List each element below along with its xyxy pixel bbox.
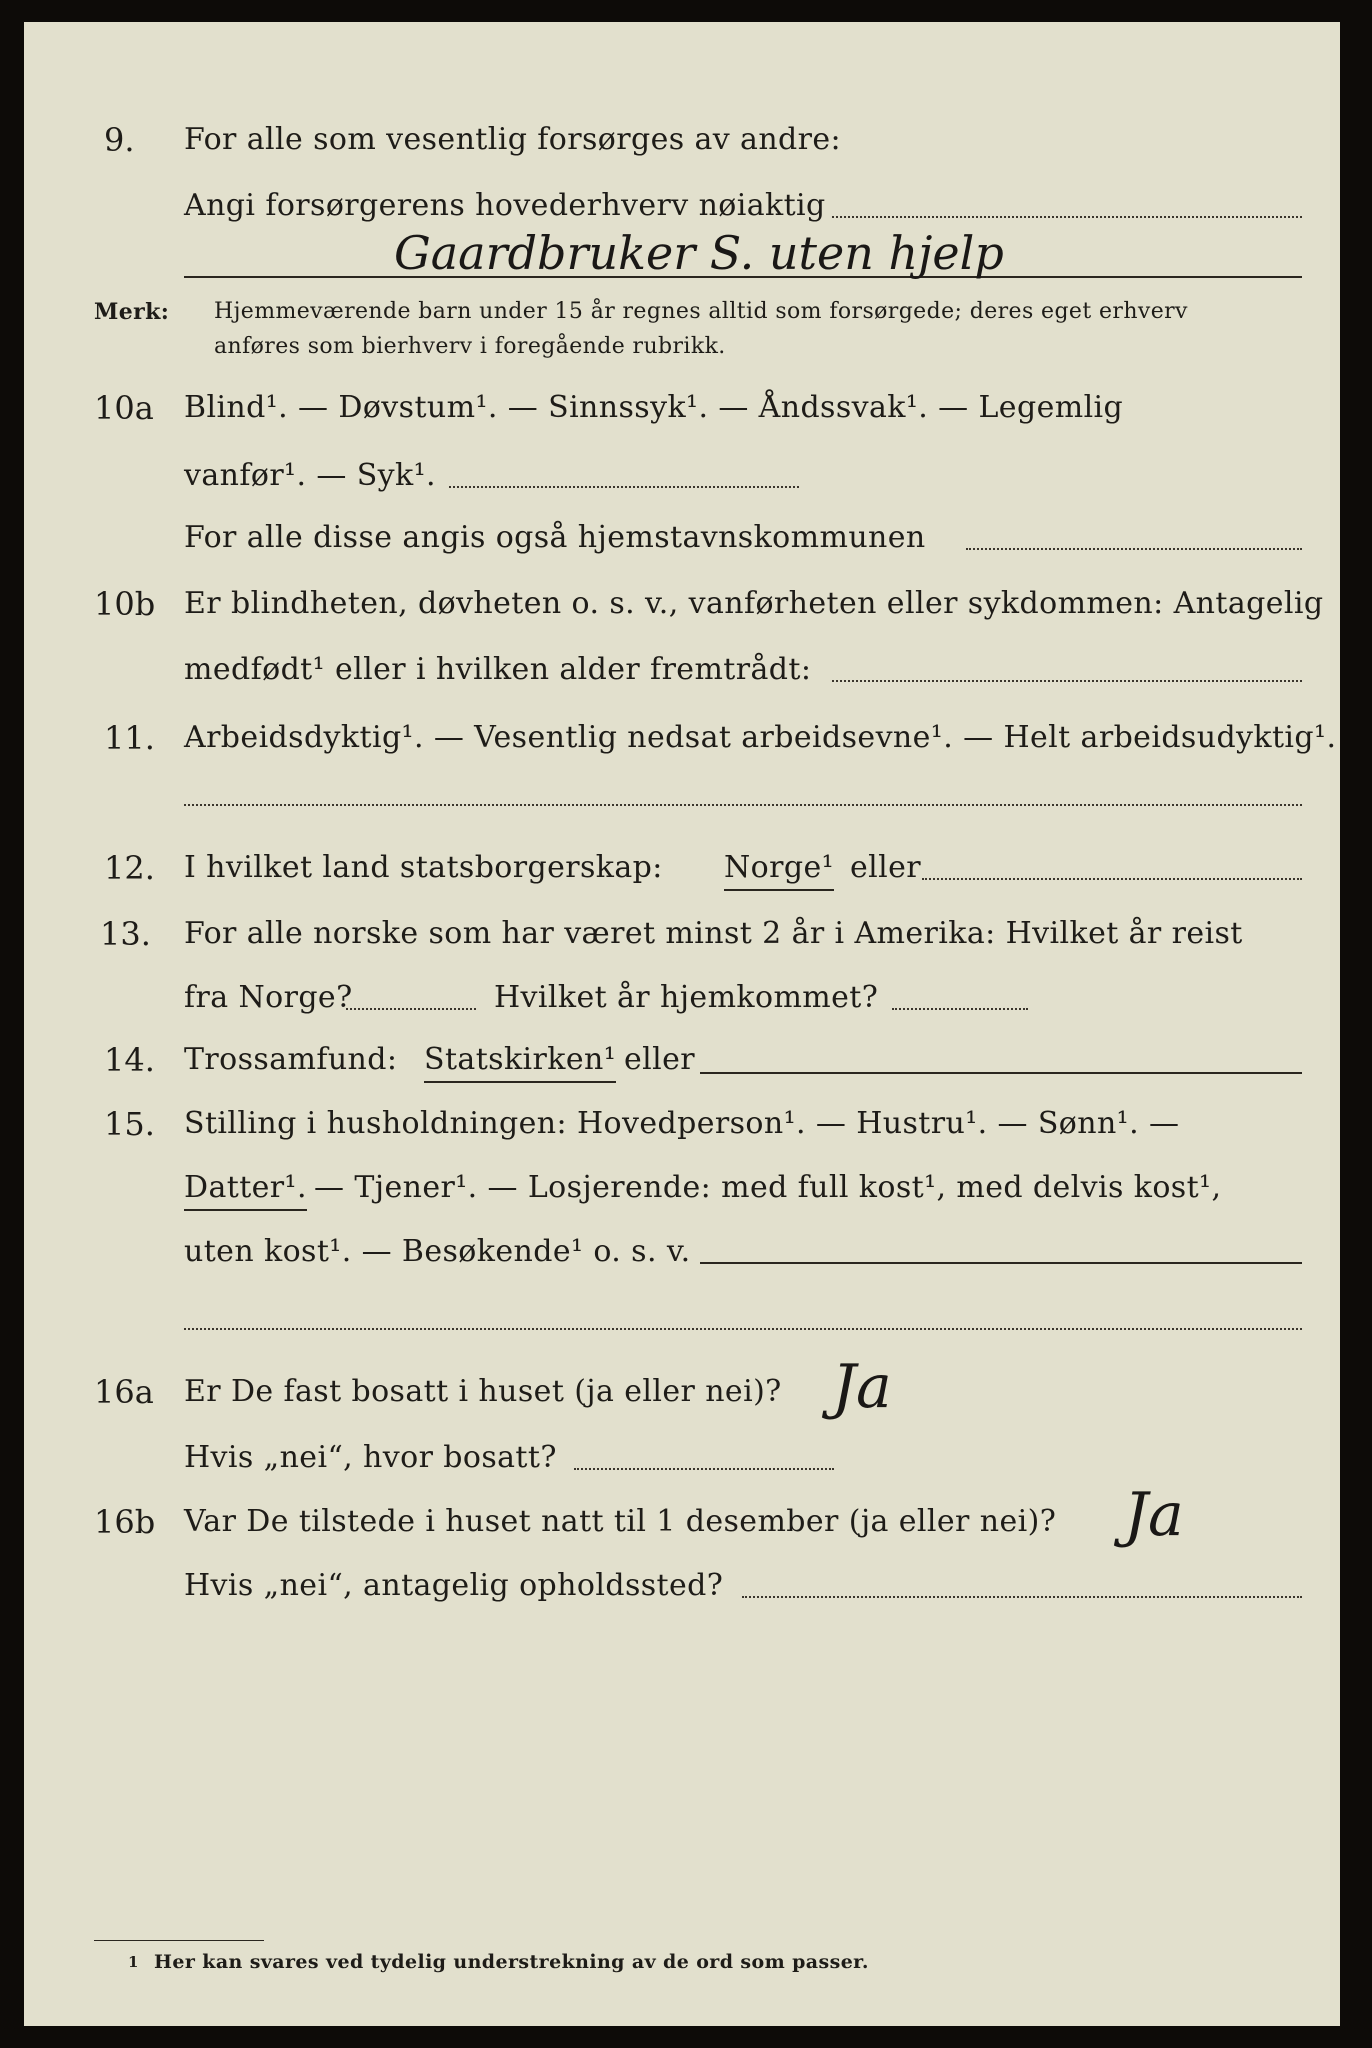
answer-dotted-line	[832, 216, 1302, 218]
footnote-mark: 1	[128, 1953, 139, 1971]
underlined-option: Statskirken¹	[424, 1040, 616, 1083]
handwritten-answer: Ja	[832, 1352, 892, 1422]
answer-dotted-line	[574, 1468, 834, 1470]
question-text: Angi forsørgerens hovederhverv nøiaktig	[184, 188, 826, 223]
question-text: medfødt¹ eller i hvilken alder fremtrådt:	[184, 652, 812, 687]
handwritten-answer: Gaardbruker S. uten hjelp	[394, 226, 1004, 280]
question-text: For alle norske som har været minst 2 år i Amerika: Hvilket år reist	[184, 916, 1243, 951]
question-text: Er blindheten, døvheten o. s. v., vanførheten eller sykdommen: Antagelig	[184, 586, 1324, 621]
question-text: I hvilket land statsborgerskap:	[184, 850, 663, 885]
merk-text: Hjemmeværende barn under 15 år regnes alltid som forsørgede; deres eget erhverv	[214, 299, 1188, 324]
question-number: 10a	[94, 389, 154, 427]
answer-line	[700, 1262, 1302, 1264]
answer-line	[700, 1072, 1302, 1074]
question-number: 11.	[104, 719, 155, 757]
question-number: 12.	[104, 849, 155, 887]
handwritten-answer: Ja	[1124, 1480, 1184, 1550]
merk-label: Merk:	[94, 299, 170, 325]
answer-dotted-line	[449, 486, 799, 488]
question-text: Arbeidsdyktig¹. — Vesentlig nedsat arbeidsevne¹. — Helt arbeidsudyktig¹.	[184, 720, 1337, 755]
answer-dotted-line	[922, 878, 1302, 880]
question-text: Blind¹. — Døvstum¹. — Sinnssyk¹. — Åndssvak¹. — Legemlig	[184, 390, 1124, 425]
question-text: For alle disse angis også hjemstavnskommunen	[184, 520, 926, 555]
answer-dotted-line	[184, 804, 1302, 806]
question-text: uten kost¹. — Besøkende¹ o. s. v.	[184, 1234, 691, 1269]
merk-text: anføres som bierhverv i foregående rubrikk.	[214, 334, 726, 359]
underlined-option: Norge¹	[724, 848, 834, 891]
question-text: Trossamfund:	[184, 1042, 398, 1077]
question-text: eller	[850, 850, 922, 885]
answer-dotted-line	[742, 1596, 1302, 1598]
question-text: Hvis „nei“, hvor bosatt?	[184, 1440, 557, 1475]
footnote-text: Her kan svares ved tydelig understrekning av de ord som passer.	[154, 1951, 869, 1973]
answer-dotted-line	[892, 1008, 1028, 1010]
question-number: 16a	[94, 1373, 154, 1411]
question-text: fra Norge?	[184, 980, 353, 1015]
question-text: Var De tilstede i huset natt til 1 desember (ja eller nei)?	[184, 1504, 1057, 1539]
footnote-rule	[94, 1940, 264, 1941]
answer-dotted-line	[966, 548, 1302, 550]
question-number: 14.	[104, 1041, 155, 1079]
question-text: Er De fast bosatt i huset (ja eller nei)?	[184, 1374, 782, 1409]
question-text: For alle som vesentlig forsørges av andre:	[184, 122, 842, 157]
question-number: 16b	[94, 1503, 156, 1541]
census-form-page	[24, 22, 1340, 2026]
question-text: vanfør¹. — Syk¹.	[184, 458, 436, 493]
question-number: 9.	[104, 121, 135, 159]
question-number: 13.	[100, 915, 151, 953]
answer-dotted-line	[184, 1328, 1302, 1330]
question-number: 15.	[104, 1105, 155, 1143]
question-text: eller	[624, 1042, 696, 1077]
question-text: — Tjener¹. — Losjerende: med full kost¹, med delvis kost¹,	[314, 1170, 1222, 1205]
answer-dotted-line	[346, 1008, 476, 1010]
question-text: Stilling i husholdningen: Hovedperson¹. — Hustru¹. — Sønn¹. —	[184, 1106, 1180, 1141]
question-text: Hvilket år hjemkommet?	[494, 980, 879, 1015]
question-text: Hvis „nei“, antagelig opholdssted?	[184, 1568, 724, 1603]
answer-dotted-line	[832, 680, 1302, 682]
underlined-option: Datter¹.	[184, 1168, 307, 1211]
question-number: 10b	[94, 585, 156, 623]
